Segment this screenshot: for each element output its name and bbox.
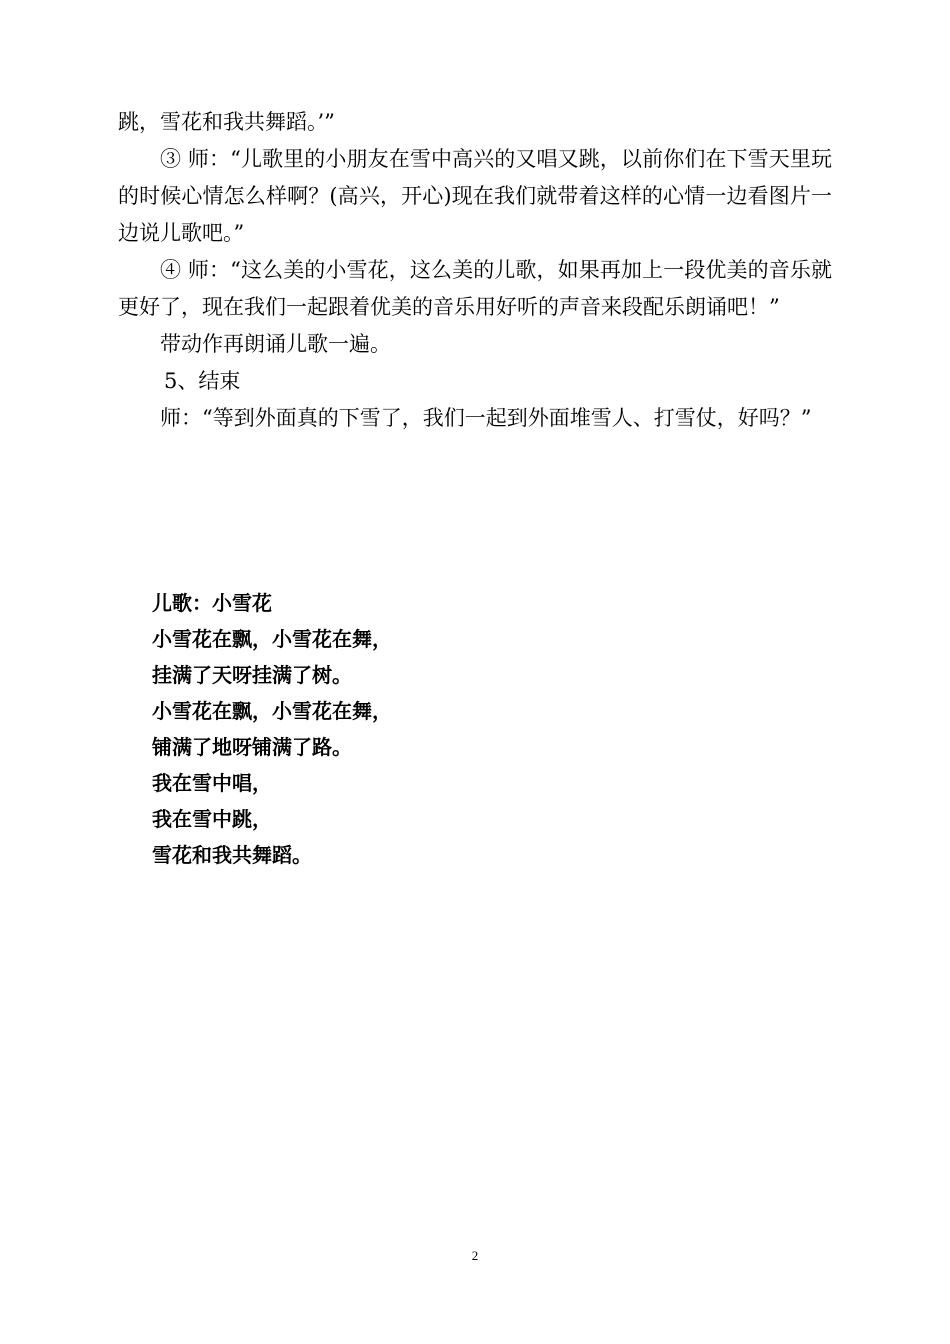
page-number: 2 <box>471 1248 479 1263</box>
nursery-rhyme <box>152 585 392 873</box>
section-heading-ending: 5、结束 <box>164 369 241 393</box>
poem-line: 挂满了天呀挂满了树。 <box>152 663 352 687</box>
paragraph-step-4: ④ 师：“这么美的小雪花，这么美的儿歌，如果再加上一段优美的音乐就更好了，现在我们一起跟着优美的音乐用好听的声音来段配乐朗诵吧！” <box>118 258 832 319</box>
paragraph-continuation: 跳，雪花和我共舞蹈。’” <box>118 110 335 134</box>
poem-line: 小雪花在飘，小雪花在舞， <box>152 699 392 723</box>
paragraph-action: 带动作再朗诵儿歌一遍。 <box>160 332 391 356</box>
paragraph-step-3: ③ 师：“儿歌里的小朋友在雪中高兴的又唱又跳，以前你们在下雪天里玩的时候心情怎么样啊？(高兴，开心)现在我们就带着这样的心情一边看图片一边说儿歌吧。” <box>118 147 832 245</box>
lesson-text <box>118 104 832 437</box>
poem-title: 儿歌：小雪花 <box>152 591 272 615</box>
poem-line: 小雪花在飘，小雪花在舞， <box>152 627 392 651</box>
poem-line: 雪花和我共舞蹈。 <box>152 843 312 867</box>
poem-line: 铺满了地呀铺满了路。 <box>152 735 352 759</box>
paragraph-teacher-closing: 师：“等到外面真的下雪了，我们一起到外面堆雪人、打雪仗，好吗？” <box>160 406 812 430</box>
poem-line: 我在雪中唱， <box>152 771 272 795</box>
poem-line: 我在雪中跳， <box>152 807 272 831</box>
